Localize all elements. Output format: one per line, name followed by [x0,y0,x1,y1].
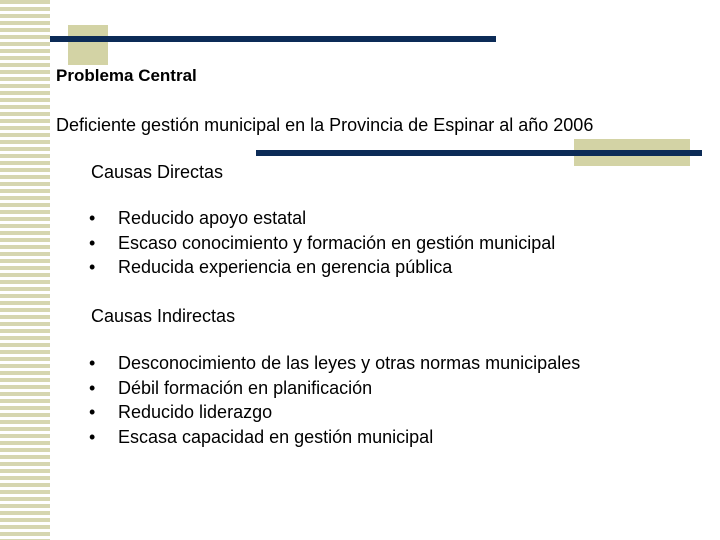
list-item-text: Débil formación en planificación [118,377,373,398]
problem-statement: Deficiente gestión municipal en la Provincia de Espinar al año 2006 [56,115,594,135]
bullet-icon: • [89,353,96,373]
list-item [89,400,580,425]
bullet-icon: • [89,402,96,422]
indirect-causes-label: Causas Indirectas [91,306,236,326]
indirect-causes-list [89,351,580,449]
list-item [89,351,580,376]
bullet-icon: • [89,232,96,253]
list-item-text: Reducida experiencia en gerencia pública [118,257,453,277]
slide-heading: Problema Central [56,66,197,85]
direct-causes-label: Causas Directas [91,162,224,182]
list-item [89,255,555,280]
bullet-icon: • [89,208,96,228]
list-item [89,231,555,256]
decorative-stripe-bar [0,0,50,540]
decorative-navy-line-right [256,150,702,156]
bullet-icon: • [89,257,96,277]
decorative-tan-block-top [68,25,108,65]
list-item-text: Reducido apoyo estatal [118,208,307,228]
decorative-navy-line-top [50,36,496,42]
list-item-text: Escasa capacidad en gestión municipal [118,426,434,447]
direct-causes-list [89,206,555,280]
list-item [89,425,580,450]
bullet-icon: • [89,377,96,398]
list-item [89,376,580,401]
list-item-text: Reducido liderazgo [118,402,273,422]
list-item-text: Desconocimiento de las leyes y otras normas municipales [118,353,581,373]
list-item-text: Escaso conocimiento y formación en gestión municipal [118,232,556,253]
list-item [89,206,555,231]
bullet-icon: • [89,426,96,447]
